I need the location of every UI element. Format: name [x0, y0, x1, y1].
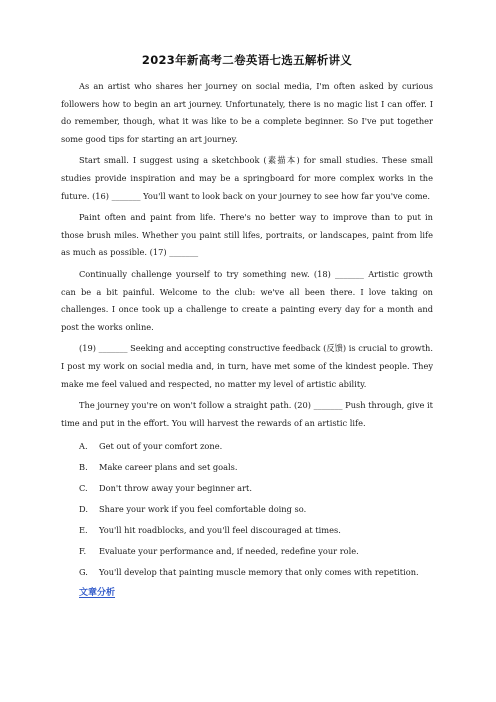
option-c — [61, 478, 433, 499]
option-letter: C. — [79, 483, 88, 494]
option-a — [61, 436, 433, 457]
option-letter: E. — [79, 525, 88, 536]
paragraph-challenge: Continually challenge yourself to try something new. (18) _______ Artistic growth can be a bit painful. Welcome to the club: we've all been there. I love taking on challenges. I once took up a challenge to create a painting every day for a month and post the works online. — [61, 268, 433, 332]
paragraph-start-small: Start small. I suggest using a sketchbook (素描本) for small studies. These small studies provide inspiration and may be a springboard for more complex works in the future. (16) _______ You'll want to look back on your journey to see how far you've come. — [61, 155, 433, 201]
section-heading-analysis: 文章分析 — [79, 588, 116, 599]
page-title: 2023年新高考二卷英语七选五解析讲义 — [141, 53, 353, 67]
option-text: Make career plans and set goals. — [99, 462, 238, 473]
option-text: Share your work if you feel comfortable doing so. — [99, 504, 307, 515]
option-text: Get out of your comfort zone. — [99, 441, 223, 452]
option-letter: F. — [79, 546, 87, 557]
option-d — [61, 499, 433, 520]
paragraph-paint-often: Paint often and paint from life. There's no better way to improve than to put in those brush miles. Whether you paint still lifes, portraits, or landscapes, paint from life as much as possible. (17) _______ — [61, 212, 433, 258]
option-text: You'll develop that painting muscle memory that only comes with repetition. — [99, 567, 419, 578]
option-letter: B. — [79, 462, 88, 473]
option-letter: G. — [79, 567, 88, 578]
option-letter: D. — [79, 504, 88, 515]
option-g — [61, 562, 433, 583]
option-text: You'll hit roadblocks, and you'll feel discouraged at times. — [99, 525, 341, 536]
option-b — [61, 457, 433, 478]
option-text: Evaluate your performance and, if needed, redefine your role. — [99, 546, 359, 557]
paragraph-feedback: (19) _______ Seeking and accepting constructive feedback (反馈) is crucial to growth. I post my work on social media and, in turn, have met some of the kindest people. They make me feel valued and respected, no matter my level of artistic ability. — [61, 343, 433, 389]
option-f — [61, 541, 433, 562]
paragraph-journey: The journey you're on won't follow a straight path. (20) _______ Push through, give it time and put in the effort. You will harvest the rewards of an artistic life. — [61, 400, 433, 428]
paragraph-intro: As an artist who shares her journey on social media, I'm often asked by curious followers how to begin an art journey. Unfortunately, there is no magic list I can offer. I do remember, though, what it was like to be a complete beginner. So I've put together some good tips for starting an art journey. — [61, 81, 433, 144]
options-list — [61, 436, 433, 583]
option-e — [61, 520, 433, 541]
option-letter: A. — [79, 441, 88, 452]
option-text: Don't throw away your beginner art. — [99, 483, 252, 494]
